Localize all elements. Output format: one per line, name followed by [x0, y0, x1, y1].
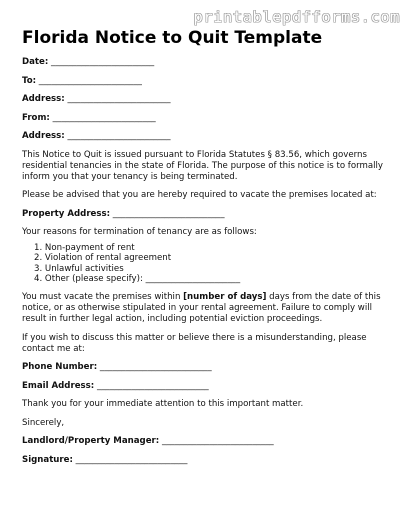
signature-field[interactable] [22, 455, 392, 466]
property-address-line[interactable]: __________________________ [112, 208, 225, 219]
manager-field[interactable] [22, 436, 392, 447]
phone-label: Phone Number: [22, 362, 98, 373]
date-line[interactable]: ________________________ [51, 57, 155, 67]
property-address-label: Property Address: [22, 208, 111, 219]
list-item[interactable]: 4. Other (please specify): ______________________ [34, 274, 241, 285]
reasons-list [22, 243, 392, 285]
phone-line[interactable]: __________________________ [99, 362, 212, 373]
reasons-intro: Your reasons for termination of tenancy are as follows: [22, 227, 257, 237]
from-address-line[interactable]: ________________________ [67, 131, 171, 141]
vacate-text-end: days from the date of this notice, or as otherwise stipulated in your rental agreement. Failure to comply will result in further legal action, including potential eviction proceedings. [22, 292, 381, 325]
to-address-label: Address: [22, 94, 65, 104]
list-item: 2. Violation of rental agreement [34, 253, 172, 264]
property-address-field[interactable] [22, 209, 392, 220]
intro-paragraph: This Notice to Quit is issued pursuant to Florida Statutes § 83.56, which governs residential tenancies in the state of Florida. The purpose of this notice is to formally inform you that your tenancy is being terminated. [22, 149, 383, 182]
date-field[interactable] [22, 57, 392, 68]
vacate-paragraph [22, 292, 392, 325]
to-line[interactable]: ________________________ [38, 75, 142, 86]
vacate-text-start: You must vacate the premises within [22, 292, 184, 303]
page-title: Florida Notice to Quit Template [22, 28, 323, 48]
manager-label: Landlord/Property Manager: [22, 436, 160, 447]
document-body [22, 57, 392, 473]
to-field[interactable] [22, 76, 392, 87]
from-line[interactable]: ________________________ [52, 112, 156, 123]
manager-line[interactable]: __________________________ [161, 436, 274, 447]
email-line[interactable]: __________________________ [96, 380, 209, 391]
signature-line[interactable]: __________________________ [75, 454, 188, 465]
date-label: Date: [22, 57, 49, 67]
from-field[interactable] [22, 113, 392, 124]
email-field[interactable] [22, 381, 392, 392]
advise-paragraph: Please be advised that you are hereby required to vacate the premises located at: [22, 190, 377, 200]
from-label: From: [22, 112, 50, 123]
watermark: printablepdfforms.com [193, 8, 400, 26]
list-item: 3. Unlawful activities [34, 263, 124, 274]
contact-paragraph: If you wish to discuss this matter or believe there is a misunderstanding, please contact me at: [22, 332, 367, 354]
from-address-label: Address: [22, 131, 65, 141]
to-label: To: [22, 75, 37, 86]
list-item: 1. Non-payment of rent [34, 242, 135, 253]
to-address-line[interactable]: ________________________ [67, 94, 171, 104]
signature-label: Signature: [22, 454, 73, 465]
email-label: Email Address: [22, 380, 95, 391]
number-of-days-placeholder: [number of days] [183, 292, 267, 303]
to-address-field[interactable] [22, 94, 392, 105]
phone-field[interactable] [22, 362, 392, 373]
from-address-field[interactable] [22, 131, 392, 142]
closing-text: Sincerely, [22, 417, 65, 428]
thanks-paragraph: Thank you for your immediate attention to this important matter. [22, 399, 304, 410]
